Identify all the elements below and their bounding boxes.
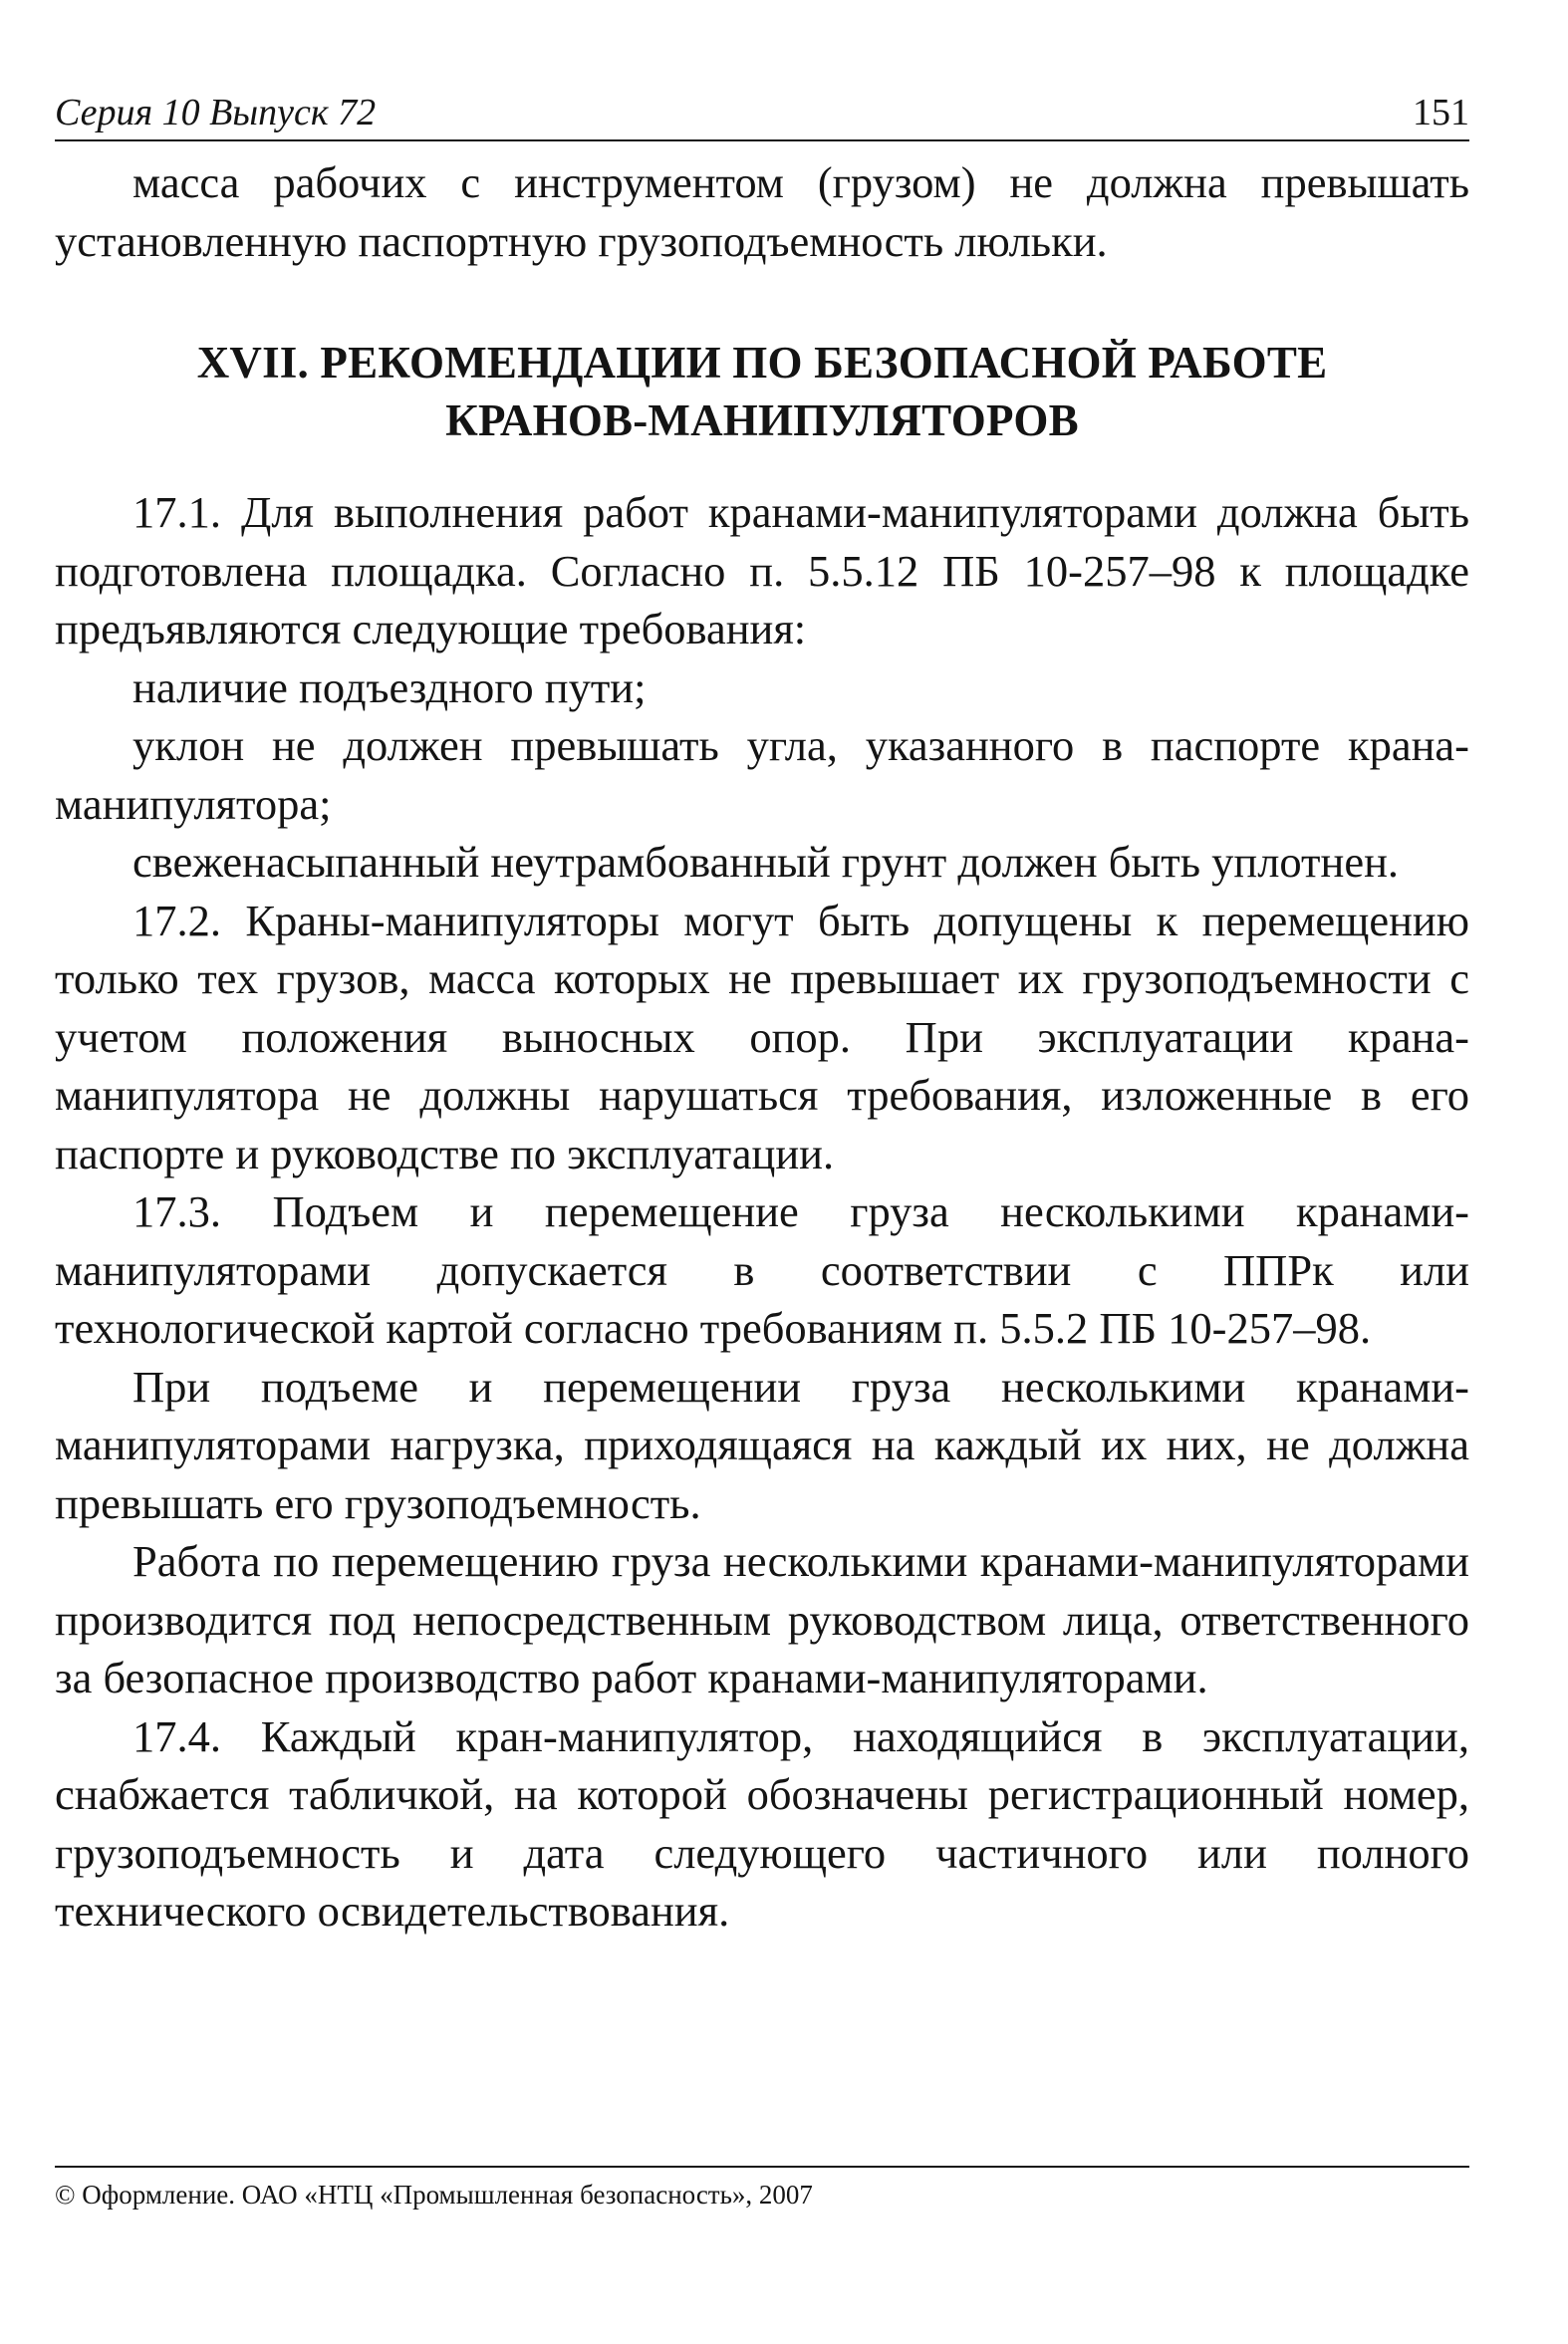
paragraph-requirement-2: уклон не должен превышать угла, указанного в паспорте крана-манипулятора;	[55, 720, 1469, 829]
paragraph-17-4: 17.4. Каждый кран-манипулятор, находящийся в эксплуатации, снабжается табличкой, на которой обозначены регистрационный номер, грузоподъемность и дата следующего частичного или полного технического освидетельствования.	[55, 1710, 1469, 1936]
paragraph-17-3-supervision: Работа по перемещению груза несколькими кранами-манипуляторами производится под непосредственным руководством лица, ответственного за безопасное производство работ кранами-манипуляторами.	[55, 1536, 1469, 1702]
paragraph-17-3: 17.3. Подъем и перемещение груза несколькими кранами-манипуляторами допускается в соответствии с ППРк или технологической картой согласно требованиям п. 5.5.2 ПБ 10-257–98.	[55, 1186, 1469, 1353]
section-title-line-2: КРАНОВ-МАНИПУЛЯТОРОВ	[445, 395, 1079, 445]
paragraph-17-3-load: При подъеме и перемещении груза несколькими кранами-манипуляторами нагрузка, приходящаяся на каждый их них, не должна превышать его грузоподъемность.	[55, 1361, 1469, 1528]
paragraph-requirement-3: свеженасыпанный неутрамбованный грунт должен быть уплотнен.	[132, 837, 1400, 887]
series-label: Серия 10 Выпуск 72	[55, 92, 377, 133]
body-text	[55, 153, 1469, 1941]
copyright-text: © Оформление. ОАО «НТЦ «Промышленная безопасность», 2007	[55, 2180, 813, 2210]
paragraph-17-2: 17.2. Краны-манипуляторы могут быть допущены к перемещению только тех грузов, масса которых не превышает их грузоподъемности с учетом положения выносных опор. При эксплуатации крана-манипулятора не должны нарушаться требования, изложенные в его паспорте и руководстве по эксплуатации.	[55, 895, 1469, 1178]
paragraph-17-1: 17.1. Для выполнения работ кранами-манипуляторами должна быть подготовлена площадка. Согласно п. 5.5.12 ПБ 10-257–98 к площадке предъявляются следующие требования:	[55, 487, 1469, 653]
paragraph-requirement-1: наличие подъездного пути;	[132, 661, 647, 712]
document-page	[55, 90, 1469, 1941]
section-title	[55, 334, 1469, 449]
page-footer	[55, 2166, 1469, 2212]
paragraph-continuation: масса рабочих с инструментом (грузом) не должна превышать установленную паспортную грузоподъемность люльки.	[55, 157, 1469, 266]
section-title-line-1: XVII. РЕКОМЕНДАЦИИ ПО БЕЗОПАСНОЙ РАБОТЕ	[196, 338, 1328, 388]
running-header	[55, 90, 1469, 141]
page-number: 151	[1413, 92, 1469, 133]
